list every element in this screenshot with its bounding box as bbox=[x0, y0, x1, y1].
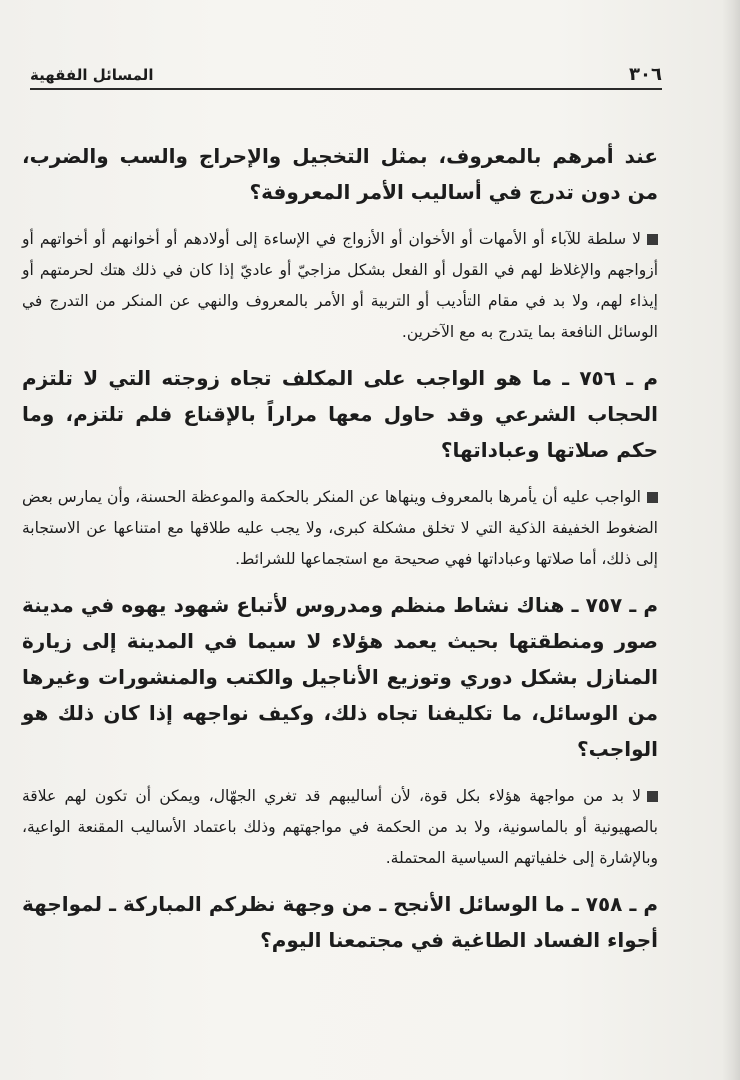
answer-text: لا سلطة للآباء أو الأمهات أو الأخوان أو الأزواج في الإساءة إلى أولادهم أو أخوانهم أو أخواتهم أو أزواجهم والإغلاظ لهم في القول أو الفعل بشكل مزاجيّ أو عاديّ إذا كان في ذلك هتك لحرمتهم أو إيذاء لهم، ولا بد في مقام التأديب أو التربية أو الأمر بالمعروف والنهي عن المنكر من التدرج في الوسائل النافعة بما يتدرج به مع الآخرين. bbox=[22, 230, 658, 341]
question-text: م ـ ٧٥٦ ـ ما هو الواجب على المكلف تجاه زوجته التي لا تلتزم الحجاب الشرعي وقد حاول معها مراراً بالإقناع فلم تلتزم، وما حكم صلاتها وعباداتها؟ bbox=[22, 366, 658, 462]
question-paragraph bbox=[22, 886, 658, 958]
question-text: عند أمرهم بالمعروف، بمثل التخجيل والإحراج والسب والضرب، من دون تدرج في أساليب الأمر المعروفة؟ bbox=[22, 144, 658, 204]
answer-text: لا بد من مواجهة هؤلاء بكل قوة، لأن أساليبهم قد تغري الجهّال، ويمكن أن تكون لهم علاقة بالصهيونية أو بالماسونية، ولا بد من الحكمة في مواجهتهم وذلك باعتماد الأساليب المقنعة الواعية، وبالإشارة إلى خلفياتهم السياسية المحتملة. bbox=[22, 787, 658, 867]
question-paragraph bbox=[22, 360, 658, 468]
answer-text: الواجب عليه أن يأمرها بالمعروف وينهاها عن المنكر بالحكمة والموعظة الحسنة، وأن يمارس بعض الضغوط الخفيفة الذكية التي لا تخلق مشكلة كبرى، ولا يجب عليه طلاقها مع امتناعها عن الاستجابة إلى ذلك، أما صلاتها وعباداتها فهي صحيحة مع استجماعها للشرائط. bbox=[22, 488, 658, 568]
page-header bbox=[30, 62, 662, 90]
answer-paragraph bbox=[22, 482, 658, 575]
question-paragraph bbox=[22, 138, 658, 210]
question-text: م ـ ٧٥٧ ـ هناك نشاط منظم ومدروس لأتباع شهود يهوه في مدينة صور ومنطقتها بحيث يعمد هؤلاء لا سيما في المدينة إلى زيارة المنازل بشكل دوري وتوزيع الأناجيل والكتب والمنشورات وغيرها من الوسائل، ما تكليفنا تجاه ذلك، وكيف نواجهه إذا كان ذلك هو الواجب؟ bbox=[22, 593, 659, 761]
answer-square-marker-icon bbox=[647, 791, 658, 802]
answer-paragraph bbox=[22, 224, 658, 348]
answer-paragraph bbox=[22, 781, 658, 874]
page-content bbox=[22, 138, 658, 972]
running-title: المسائل الفقهية bbox=[30, 66, 154, 84]
page-spine-shadow bbox=[722, 0, 740, 1080]
question-text: م ـ ٧٥٨ ـ ما الوسائل الأنجح ـ من وجهة نظركم المباركة ـ لمواجهة أجواء الفساد الطاغية في مجتمعنا اليوم؟ bbox=[22, 892, 659, 952]
question-paragraph bbox=[22, 587, 658, 767]
page-number: ٣٠٦ bbox=[629, 64, 662, 85]
answer-square-marker-icon bbox=[647, 234, 658, 245]
answer-square-marker-icon bbox=[647, 492, 658, 503]
